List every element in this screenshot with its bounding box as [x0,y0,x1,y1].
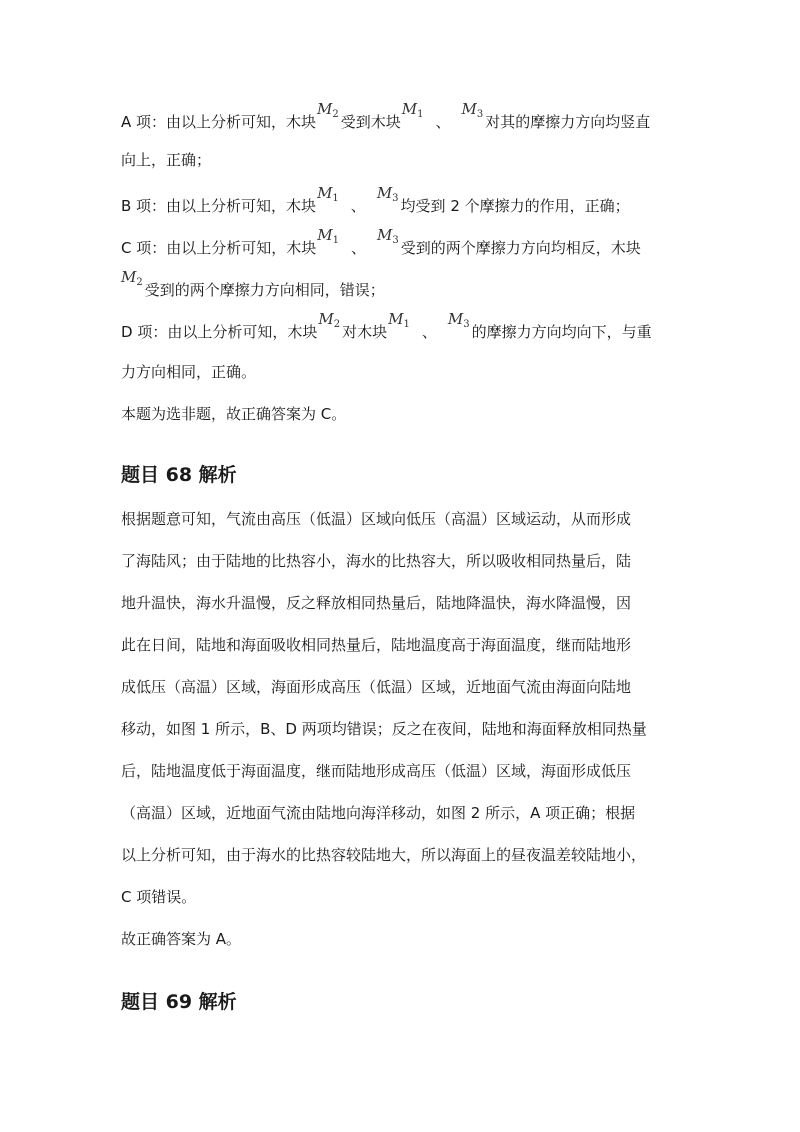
math-symbol: $M_1$ [317,226,339,246]
math-symbol: $M_3$ [376,184,399,204]
text: 受到木块 [340,113,401,131]
text: 、 [350,239,366,257]
text: 、 [435,113,451,131]
option-d-line-2: 力方向相同，正确。 [121,363,257,381]
q69-heading: 题目 69 解析 [121,991,237,1013]
text: B 项：由以上分析可知，木块 [121,197,317,215]
q68-para-line: 了海陆风；由于陆地的比热容小，海水的比热容大，所以吸收相同热量后，陆 [121,552,632,570]
text: 对其的摩擦力方向均竖直 [485,113,651,131]
option-a-line-2: 向上，正确； [121,151,212,169]
q68-heading: 题目 68 解析 [121,464,237,486]
text: 受到的两个摩擦力方向相同，错误； [144,281,385,299]
option-a-line-1 [121,100,740,138]
text: 、 [350,197,366,215]
math-symbol: $M_3$ [461,100,484,120]
q68-para-line: 根据题意可知，气流由高压（低温）区域向低压（高温）区域运动，从而形成 [121,510,632,528]
q68-para-line: 后，陆地温度低于海面温度，继而陆地形成高压（低温）区域，海面形成低压 [121,762,632,780]
math-symbol: $M_1$ [388,310,410,330]
q68-para-line: （高温）区域，近地面气流由陆地向海洋移动，如图 2 所示，A 项正确；根据 [121,804,636,822]
math-symbol: $M_2$ [317,100,339,120]
q67-answer: 本题为选非题，故正确答案为 C。 [121,405,347,423]
option-d-line-1 [121,310,740,348]
q68-answer: 故正确答案为 A。 [121,930,242,948]
text: 的摩擦力方向均向下，与重 [471,323,652,341]
text: 对木块 [342,323,388,341]
option-c-line-2 [121,268,740,306]
text: 、 [421,323,437,341]
q68-para-line: 成低压（高温）区域，海面形成高压（低温）区域，近地面气流由海面向陆地 [121,678,632,696]
text: 受到的两个摩擦力方向均相反，木块 [400,239,641,257]
text: A 项：由以上分析可知，木块 [121,113,317,131]
math-symbol: $M_2$ [121,268,143,288]
q68-para-line: 此在日间，陆地和海面吸收相同热量后，陆地温度高于海面温度，继而陆地形 [121,636,632,654]
option-b-line [121,184,740,222]
q68-para-line: 移动，如图 1 所示，B、D 两项均错误；反之在夜间，陆地和海面释放相同热量 [121,720,647,738]
math-symbol: $M_2$ [318,310,341,330]
text: C 项：由以上分析可知，木块 [121,239,317,257]
option-c-line-1 [121,226,740,264]
math-symbol: $M_1$ [401,100,424,120]
math-symbol: $M_1$ [317,184,339,204]
text: D 项：由以上分析可知，木块 [121,323,318,341]
text: 均受到 2 个摩擦力的作用，正确； [400,197,630,215]
q68-para-line: C 项错误。 [121,888,197,906]
math-symbol: $M_3$ [447,310,470,330]
q68-para-line: 地升温快，海水升温慢，反之释放相同热量后，陆地降温快，海水降温慢，因 [121,594,632,612]
q68-para-line: 以上分析可知，由于海水的比热容较陆地大，所以海面上的昼夜温差较陆地小， [121,846,647,864]
math-symbol: $M_3$ [377,226,399,246]
